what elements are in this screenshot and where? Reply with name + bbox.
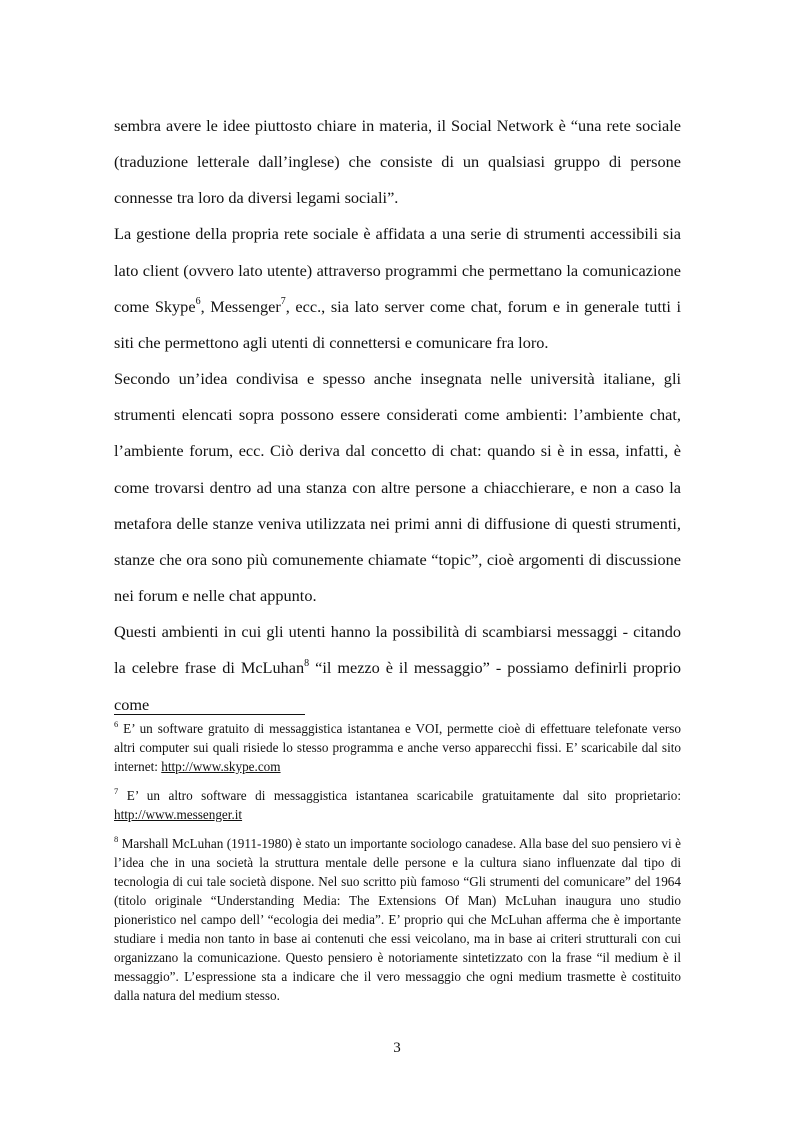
paragraph-mcluhan: Questi ambienti in cui gli utenti hanno la possibilità di scambiarsi messaggi - citando la celebre frase di McLuhan$^8$ “il mezzo è il messaggio” - possiamo definirli proprio come xyxy=(114,622,681,714)
footnote-ref-7[interactable]: 7 xyxy=(280,296,286,308)
footnote-separator xyxy=(114,714,305,715)
footnote-ref-8[interactable]: 8 xyxy=(304,657,310,669)
footnotes xyxy=(114,719,681,1015)
footnote-6: $^6$ E’ un software gratuito di messaggistica istantanea e VOI, permette cioè di effettuare telefonate verso altri computer sui quali risiede lo stesso programma e anche verso apparecchi fissi. E’ scaricabile dal sito internet: http://www.skype.com xyxy=(114,718,681,774)
messenger-link[interactable]: http://www.messenger.it xyxy=(114,807,243,822)
paragraph-social-network-definition: sembra avere le idee piuttosto chiare in materia, il Social Network è “una rete sociale (traduzione letterale dall’inglese) che consiste di un qualsiasi gruppo di persone connesse tra loro da diversi legami sociali”. xyxy=(114,116,681,208)
body-text xyxy=(114,108,681,723)
footnote-ref-6[interactable]: 6 xyxy=(195,296,201,308)
skype-link[interactable]: http://www.skype.com xyxy=(161,759,281,774)
footnote-7: $^7$ E’ un altro software di messaggistica istantanea scaricabile gratuitamente dal sito proprietario: http://www.messenger.it xyxy=(114,785,681,822)
footnote-mark-6: 6 xyxy=(114,718,119,729)
footnote-8: $^8$ Marshall McLuhan (1911-1980) è stato un importante sociologo canadese. Alla base del suo pensiero vi è l’idea che in una società la struttura mentale delle persone e la cultura siano influenzate dal tipo di tecnologia di cui tale società dispone. Nel suo scritto più famoso “Gli strumenti del comunicare” del 1964 (titolo originale “Understanding Media: The Extensions Of Man) McLuhan inaugura uno studio pioneristico nel campo dell’ “ecologia dei media”. E’ proprio qui che McLuhan afferma che è importante studiare i media non tanto in base ai contenuti che essi veicolano, ma in base ai criteri strutturali con cui organizzano la comunicazione. Questo pensiero è notoriamente sintetizzato con la frase “il medium è il messaggio”. L’espressione sta a indicare che il vero messaggio che ogni medium trasmette è costituito dalla natura del medium stesso. xyxy=(114,833,681,1003)
page-number: 3 xyxy=(393,1040,401,1056)
paragraph-network-tools: La gestione della propria rete sociale è affidata a una serie di strumenti accessibili sia lato client (ovvero lato utente) attraverso programmi che permettano la comunicazione come Skype$^6$, Messenger$^7$, ecc., sia lato server come chat, forum e in generale tutti i siti che permettono agli utenti di connettersi e comunicare fra loro. xyxy=(114,224,682,352)
paragraph-environments: Secondo un’idea condivisa e spesso anche insegnata nelle università italiane, gli strumenti elencati sopra possono essere considerati come ambienti: l’ambiente chat, l’ambiente forum, ecc. Ciò deriva dal concetto di chat: quando si è in essa, infatti, è come trovarsi dentro ad una stanza con altre persone a chiacchierare, e non a caso la metafora delle stanze veniva utilizzata nei primi anni di diffusione di questi strumenti, stanze che ora sono più comunemente chiamate “topic”, cioè argomenti di discussione nei forum e nelle chat appunto. xyxy=(114,369,681,606)
footnote-mark-7: 7 xyxy=(114,785,119,796)
footnote-mark-8: 8 xyxy=(114,833,119,844)
